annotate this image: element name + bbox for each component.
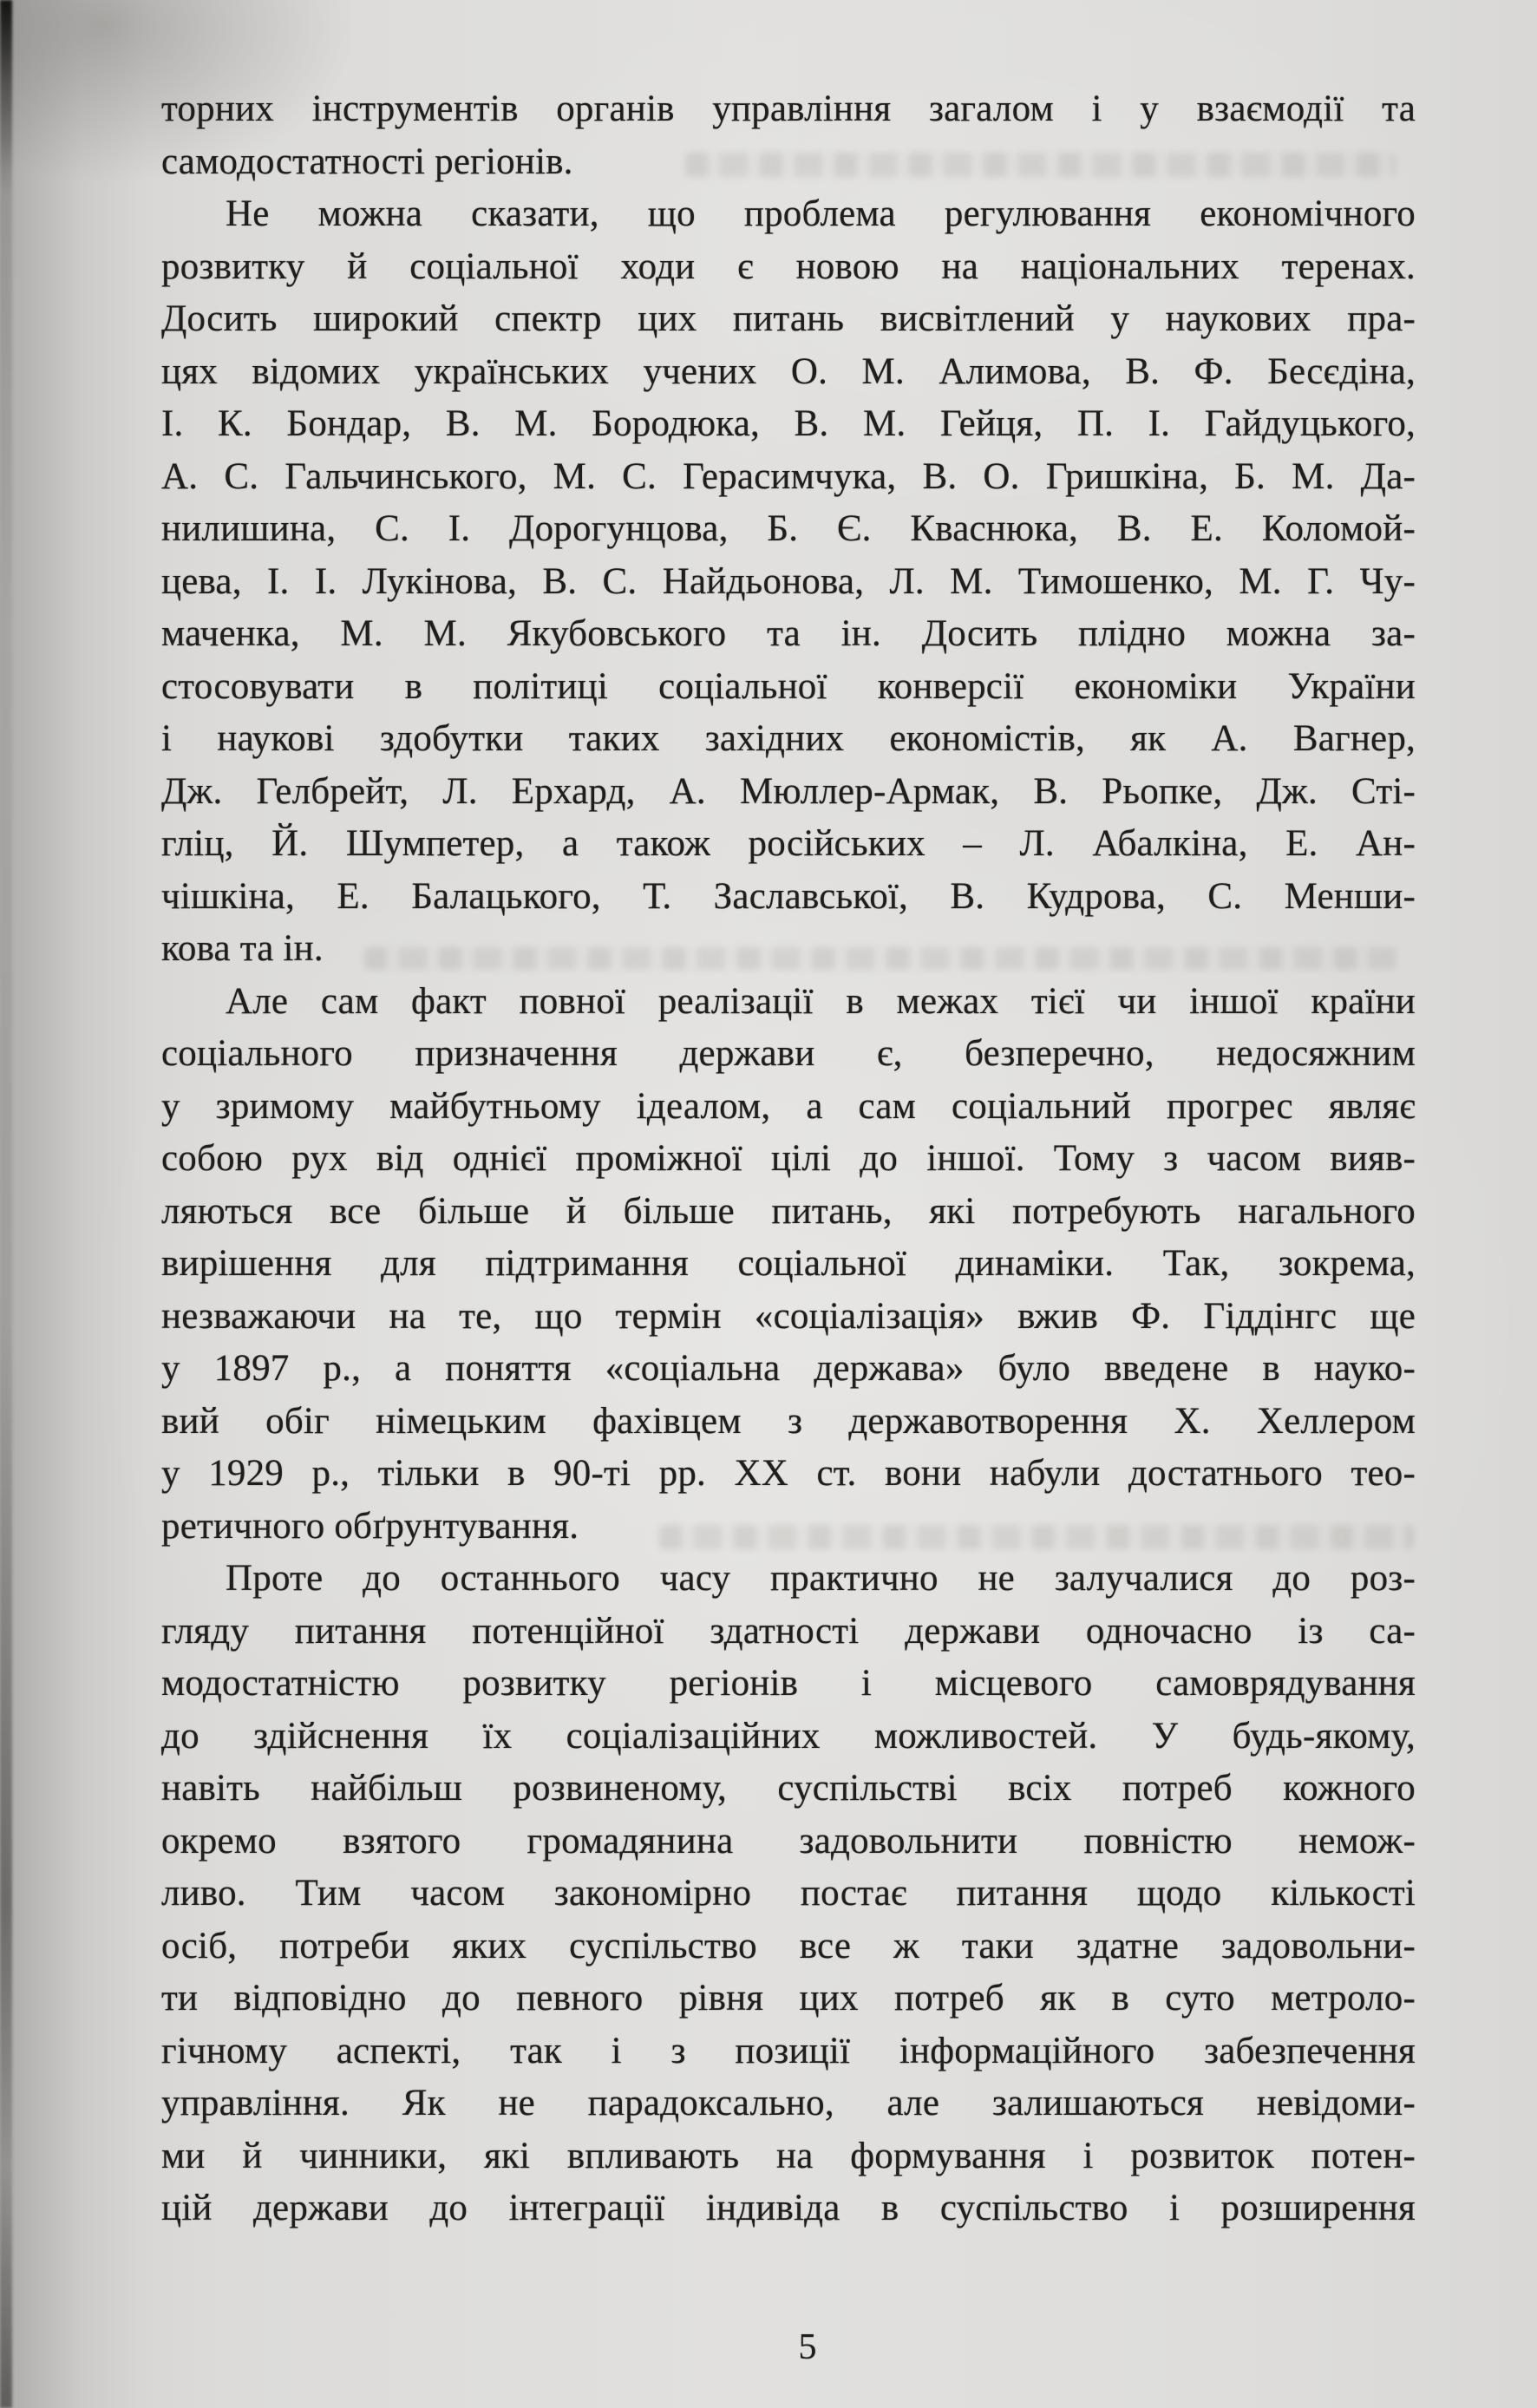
text-line: осіб, потреби яких суспільство все ж таки здатне задовольни- xyxy=(161,1925,1416,1966)
text-line: у 1929 р., тільки в 90-ті рр. ХХ ст. вони набули достатнього тео- xyxy=(161,1453,1416,1494)
text-block xyxy=(161,83,1416,2235)
text-line: окремо взятого громадянина задовольнити повністю немож- xyxy=(161,1820,1416,1862)
text-line: І. К. Бондар, В. М. Бородюка, В. М. Гейця, П. І. Гайдуцького, xyxy=(161,403,1416,444)
text-line: у 1897 р., а поняття «соціальна держава» було введене в науко- xyxy=(161,1348,1416,1389)
text-line: Але сам факт повної реалізації в межах тієї чи іншої країни xyxy=(226,980,1416,1022)
text-line: цій держави до інтеграції індивіда в суспільство і розширення xyxy=(161,2188,1416,2228)
text-line: вирішення для підтримання соціальної динаміки. Так, зокрема, xyxy=(161,1243,1416,1284)
text-line: А. С. Гальчинського, М. С. Герасимчука, В. О. Гришкіна, Б. М. Да- xyxy=(161,455,1416,497)
text-line: Не можна сказати, що проблема регулювання економічного xyxy=(226,193,1416,234)
text-line: цях відомих українських учених О. М. Алимова, В. Ф. Бесєдіна, xyxy=(161,350,1416,392)
text-line: гляду питання потенційної здатності держави одночасно із са- xyxy=(161,1610,1416,1652)
text-line: і наукові здобутки таких західних економістів, як А. Вагнер, xyxy=(161,718,1416,759)
text-line: самодостатності регіонів. xyxy=(161,141,573,182)
text-line: ти відповідно до певного рівня цих потреб як в суто метроло- xyxy=(161,1978,1416,2019)
text-line: незважаючи на те, що термін «соціалізація» вжив Ф. Гіддінгс ще xyxy=(161,1295,1416,1337)
text-line: соціального призначення держави є, безперечно, недосяжним xyxy=(161,1033,1416,1074)
text-line: ливо. Тим часом закономірно постає питання щодо кількості xyxy=(161,1873,1416,1914)
text-line: кова та ін. xyxy=(161,928,324,969)
text-line: у зримому майбутньому ідеалом, а сам соціальний прогрес являє xyxy=(161,1085,1416,1127)
text-line: маченка, М. М. Якубовського та ін. Досить плідно можна за- xyxy=(161,613,1416,654)
text-line: гліц, Й. Шумпетер, а також російських – Л. Абалкіна, Е. Ан- xyxy=(161,823,1416,864)
left-edge-shadow xyxy=(0,0,147,2408)
text-line: вий обіг німецьким фахівцем з державотворення Х. Хеллером xyxy=(161,1400,1416,1442)
text-line: управління. Як не парадоксально, але залишаються невідоми- xyxy=(161,2083,1416,2123)
text-line: гічному аспекті, так і з позиції інформаційного забезпечення xyxy=(161,2030,1416,2071)
text-line: Дж. Гелбрейт, Л. Ерхард, А. Мюллер-Армак, В. Рьопке, Дж. Сті- xyxy=(161,770,1416,812)
text-line: ретичного обґрунтування. xyxy=(161,1505,579,1547)
text-line: до здійснення їх соціалізаційних можливостей. У будь-якому, xyxy=(161,1715,1416,1757)
text-line: ми й чинники, які впливають на формування і розвиток потен- xyxy=(161,2135,1416,2176)
text-line: торних інструментів органів управління загалом і у взаємодії та xyxy=(161,88,1416,129)
text-line: Проте до останнього часу практично не залучалися до роз- xyxy=(226,1558,1416,1599)
text-line: стосовувати в політиці соціальної конверсії економіки України xyxy=(161,665,1416,707)
text-line: нилишина, С. І. Дорогунцова, Б. Є. Кваснюка, В. Е. Коломой- xyxy=(161,508,1416,549)
page-number: 5 xyxy=(798,2327,817,2367)
text-line: собою рух від однієї проміжної цілі до іншої. Тому з часом вияв- xyxy=(161,1138,1416,1179)
text-line: чішкіна, Е. Балацького, Т. Заславської, В. Кудрова, С. Менши- xyxy=(161,875,1416,917)
text-line: розвитку й соціальної ходи є новою на національних теренах. xyxy=(161,245,1416,287)
text-line: модостатністю розвитку регіонів і місцевого самоврядування xyxy=(161,1663,1416,1704)
text-line: цева, І. І. Лукінова, В. С. Найдьонова, Л. М. Тимошенко, М. Г. Чу- xyxy=(161,560,1416,602)
text-line: Досить широкий спектр цих питань висвітлений у наукових пра- xyxy=(161,298,1416,339)
gutter-scan-strip xyxy=(0,0,12,2408)
text-line: навіть найбільш розвиненому, суспільстві всіх потреб кожного xyxy=(161,1768,1416,1809)
text-line: ляються все більше й більше питань, які потребують нагального xyxy=(161,1190,1416,1232)
